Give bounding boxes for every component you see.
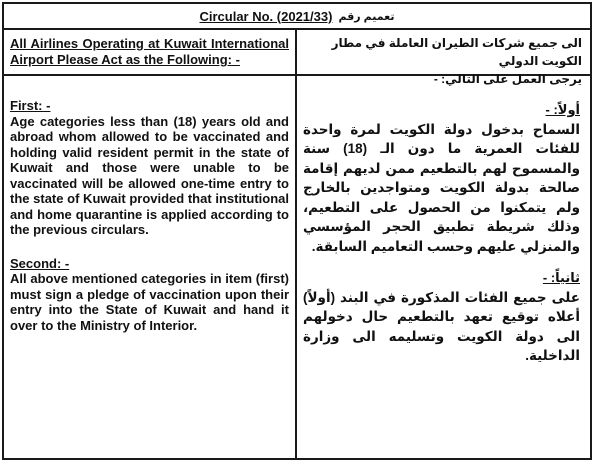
english-column — [4, 76, 297, 458]
second-text-en: All above mentioned categories in item (first) must sign a pledge of vaccination upon their entry into the State of Kuwait and hand it over to the Ministry of Interior. — [10, 271, 289, 333]
circular-number-ar: تعميم رقم — [338, 10, 395, 23]
addressee-row — [4, 30, 590, 86]
first-heading-ar: أولاً: - — [545, 102, 580, 117]
addressee-en: All Airlines Operating at Kuwait International Airport Please Act as the Following: - — [10, 36, 289, 67]
circular-number-en: Circular No. (2021/33) — [199, 8, 333, 24]
first-text-ar: السماح بدخول دولة الكويت لمرة واحدة للفئات العمرية ما دون الـ (18) سنة والمسموح لهم بالتطعيم ممن لديهم إقامة صالحة بدولة الكويت ومتواجدين بالخارج ولم يتمكنوا من الحصول على التطعيم، وذلك شريطة تطبيق الحجر المؤسسي والمنزلي عليهم وحسب التعاميم السابقة. — [303, 121, 580, 254]
first-text-en: Age categories less than (18) years old and abroad whom allowed to be vaccinated and holding valid resident permit in the state of Kuwait and those were unable to be vaccinated will be allowed one-time entry to the state of Kuwait provided that institutional and home quarantine is applied according to the previous circulars. — [10, 113, 289, 237]
arabic-column — [297, 76, 590, 458]
body-row — [4, 76, 590, 458]
addressee-ar-line1: الى جميع شركات الطيران العاملة في مطار الكويت الدولي — [331, 36, 582, 68]
addressee-en-cell — [4, 30, 297, 74]
addressee-ar-line2: يرجى العمل على التالي: - — [433, 72, 582, 86]
circular-document — [2, 2, 592, 460]
second-heading-ar: ثانياً: - — [542, 270, 580, 285]
second-heading-en: Second: - — [10, 255, 70, 271]
second-text-ar: على جميع الفئات المذكورة في البند (أولاً) أعلاه توقيع تعهد بالتطعيم حال دخولهم الى دولة الكويت وتسليمه الى وزارة الداخلية. — [303, 289, 580, 363]
title-row — [4, 4, 590, 30]
first-heading-en: First: - — [10, 98, 51, 113]
addressee-ar-cell — [297, 30, 590, 86]
